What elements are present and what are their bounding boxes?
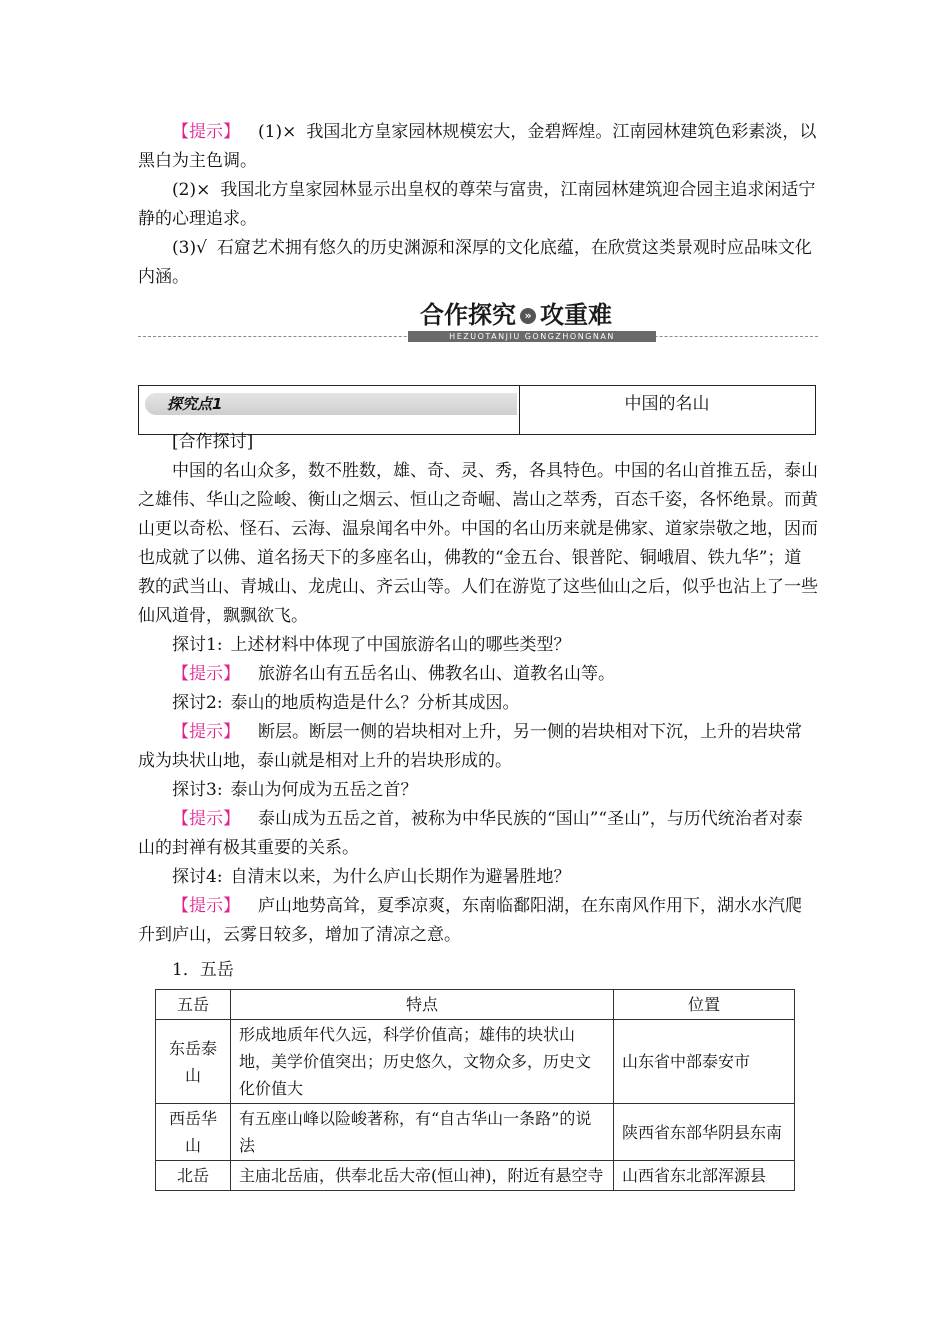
column-header: 五岳	[156, 990, 231, 1020]
hint-paragraph-1: 【提示】 (1)× 我国北方皇家园林规模宏大，金碧辉煌。江南园林建筑色彩素淡，以黑白为主色调。	[138, 122, 817, 171]
table-row	[156, 1104, 795, 1161]
mountain-location: 山东省中部泰安市	[614, 1020, 795, 1104]
mountain-name: 东岳泰山	[156, 1020, 231, 1104]
column-header: 位置	[614, 990, 795, 1020]
answer-2: 【提示】 断层。断层一侧的岩块相对上升，另一侧的岩块相对下沉，上升的岩块常成为块状山地，泰山就是相对上升的岩块形成的。	[138, 722, 802, 771]
banner-title: 合作探究 » 攻重难	[420, 301, 612, 329]
discussion-heading: [合作探讨]	[172, 432, 254, 452]
discussion-section	[138, 428, 818, 950]
answer-4: 【提示】 庐山地势高耸，夏季凉爽，东南临鄱阳湖，在东南风作用下，湖水水汽爬升到庐山，云雾日较多，增加了清凉之意。	[138, 896, 802, 945]
wuyue-table	[155, 989, 795, 1191]
question-2: 探讨2: 泰山的地质构造是什么？分析其成因。	[172, 693, 520, 713]
top-hints	[138, 118, 818, 292]
answer-3: 【提示】 泰山成为五岳之首，被称为中华民族的“国山”“圣山”，与历代统治者对泰山的封禅有极其重要的关系。	[138, 809, 803, 858]
mountain-feature: 主庙北岳庙，供奉北岳大帝(恒山神)，附近有悬空寺	[231, 1161, 614, 1191]
double-arrow-icon: »	[520, 308, 536, 324]
question-1: 探讨1: 上述材料中体现了中国旅游名山的哪些类型？	[172, 635, 571, 655]
table-header-row	[156, 990, 795, 1020]
answer-1: 【提示】 旅游名山有五岳名山、佛教名山、道教名山等。	[172, 664, 615, 684]
section-banner	[138, 298, 818, 344]
discussion-paragraph: 中国的名山众多，数不胜数，雄、奇、灵、秀，各具特色。中国的名山首推五岳，泰山之雄伟、华山之险峻、衡山之烟云、恒山之奇崛、嵩山之萃秀，百态千姿，各怀绝景。而黄山更以奇松、怪石、云海、温泉闻名中外。中国的名山历来就是佛家、道家崇敬之地，因而也成就了以佛、道名扬天下的多座名山，佛教的“金五台、银普陀、铜峨眉、铁九华”；道教的武当山、青城山、龙虎山、齐云山等。人们在游览了这些仙山之后，似乎也沾上了一些仙风道骨，飘飘欲飞。	[138, 461, 818, 626]
mountain-location: 陕西省东部华阴县东南	[614, 1104, 795, 1161]
question-3: 探讨3: 泰山为何成为五岳之首？	[172, 780, 418, 800]
wuyue-heading: 1．五岳	[172, 960, 234, 980]
hint-paragraph-2: (2)× 我国北方皇家园林显示出皇权的尊荣与富贵，江南园林建筑迎合园主追求闲适宁静的心理追求。	[138, 180, 816, 229]
inquiry-point-tag: 探究点1	[145, 393, 517, 415]
hint-label: 【提示】	[172, 122, 240, 142]
table-row	[156, 1020, 795, 1104]
mountain-location: 山西省东北部浑源县	[614, 1161, 795, 1191]
table-row	[156, 1161, 795, 1191]
column-header: 特点	[231, 990, 614, 1020]
wuyue-heading-block	[138, 956, 818, 985]
mountain-feature: 有五座山峰以险峻著称，有“自古华山一条路”的说法	[231, 1104, 614, 1161]
mountain-name: 北岳	[156, 1161, 231, 1191]
mountain-name: 西岳华山	[156, 1104, 231, 1161]
question-4: 探讨4: 自清末以来，为什么庐山长期作为避暑胜地？	[172, 867, 571, 887]
mountain-feature: 形成地质年代久远，科学价值高；雄伟的块状山地，美学价值突出；历史悠久，文物众多，历史文化价值大	[231, 1020, 614, 1104]
inquiry-point-title: 中国的名山	[624, 394, 710, 414]
hint-paragraph-3: (3)√ 石窟艺术拥有悠久的历史渊源和深厚的文化底蕴，在欣赏这类景观时应品味文化内涵。	[138, 238, 812, 287]
banner-subtitle: HEZUOTANJIU GONGZHONGNAN	[408, 331, 656, 342]
